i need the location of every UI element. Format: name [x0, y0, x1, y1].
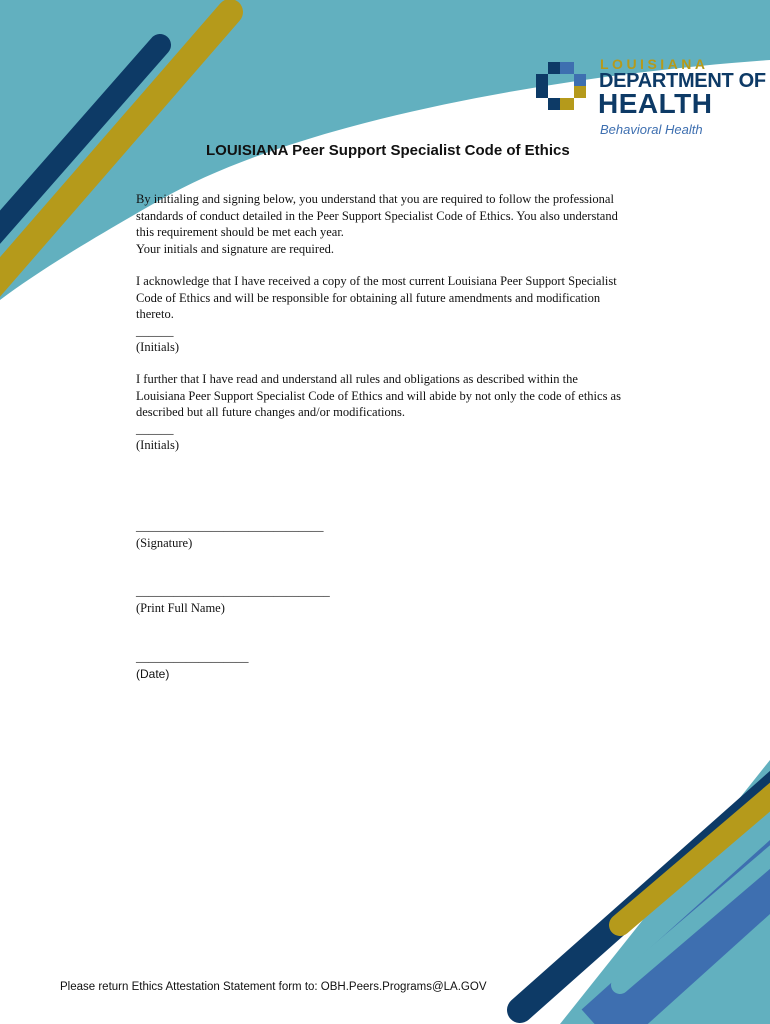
intro-line: this requirement should be met each year.	[136, 225, 344, 239]
initials-field-2[interactable]: ______	[136, 421, 174, 436]
intro-paragraph	[136, 191, 676, 257]
intro-line: standards of conduct detailed in the Peer Support Specialist Code of Ethics. You also understand	[136, 208, 618, 223]
ack-line: Louisiana Peer Support Specialist Code of Ethics and will abide by not only the code of ethics as	[136, 388, 621, 403]
date-label: (Date)	[136, 667, 170, 681]
ack-line: described but all future changes and/or modifications.	[136, 405, 406, 419]
health-cross-icon	[534, 58, 594, 118]
ack-line: I further that I have read and understand all rules and obligations as described within the	[136, 372, 578, 386]
ack-line: I acknowledge that I have received a copy of the most current Louisiana Peer Support Specialist	[136, 274, 617, 288]
print-name-label: (Print Full Name)	[136, 601, 225, 615]
date-field[interactable]: __________________	[136, 650, 249, 664]
ack-line: thereto.	[136, 307, 174, 321]
signature-field[interactable]: ______________________________	[136, 519, 324, 533]
document-title: LOUISIANA Peer Support Specialist Code of Ethics	[206, 142, 570, 159]
ack-line: Code of Ethics and will be responsible for obtaining all future amendments and modification	[136, 290, 601, 305]
logo-department: DEPARTMENT OF	[599, 70, 766, 92]
initials-label-1: (Initials)	[136, 340, 180, 354]
ldh-logo	[534, 56, 770, 140]
logo-state: LOUISIANA	[600, 56, 709, 72]
print-name-field[interactable]: _______________________________	[136, 584, 330, 598]
logo-division: Behavioral Health	[600, 122, 703, 137]
footer-return-instructions: Please return Ethics Attestation Statement form to: OBH.Peers.Programs@LA.GOV	[60, 981, 487, 993]
logo-health: HEALTH	[598, 88, 713, 119]
initials-field-1[interactable]: ______	[136, 323, 174, 338]
acknowledgement-receipt	[136, 273, 676, 356]
signature-label: (Signature)	[136, 536, 193, 550]
initials-label-2: (Initials)	[136, 438, 180, 452]
intro-line: By initialing and signing below, you understand that you are required to follow the professional	[136, 192, 614, 206]
intro-line: Your initials and signature are required.	[136, 241, 334, 256]
acknowledgement-rules	[136, 371, 676, 454]
